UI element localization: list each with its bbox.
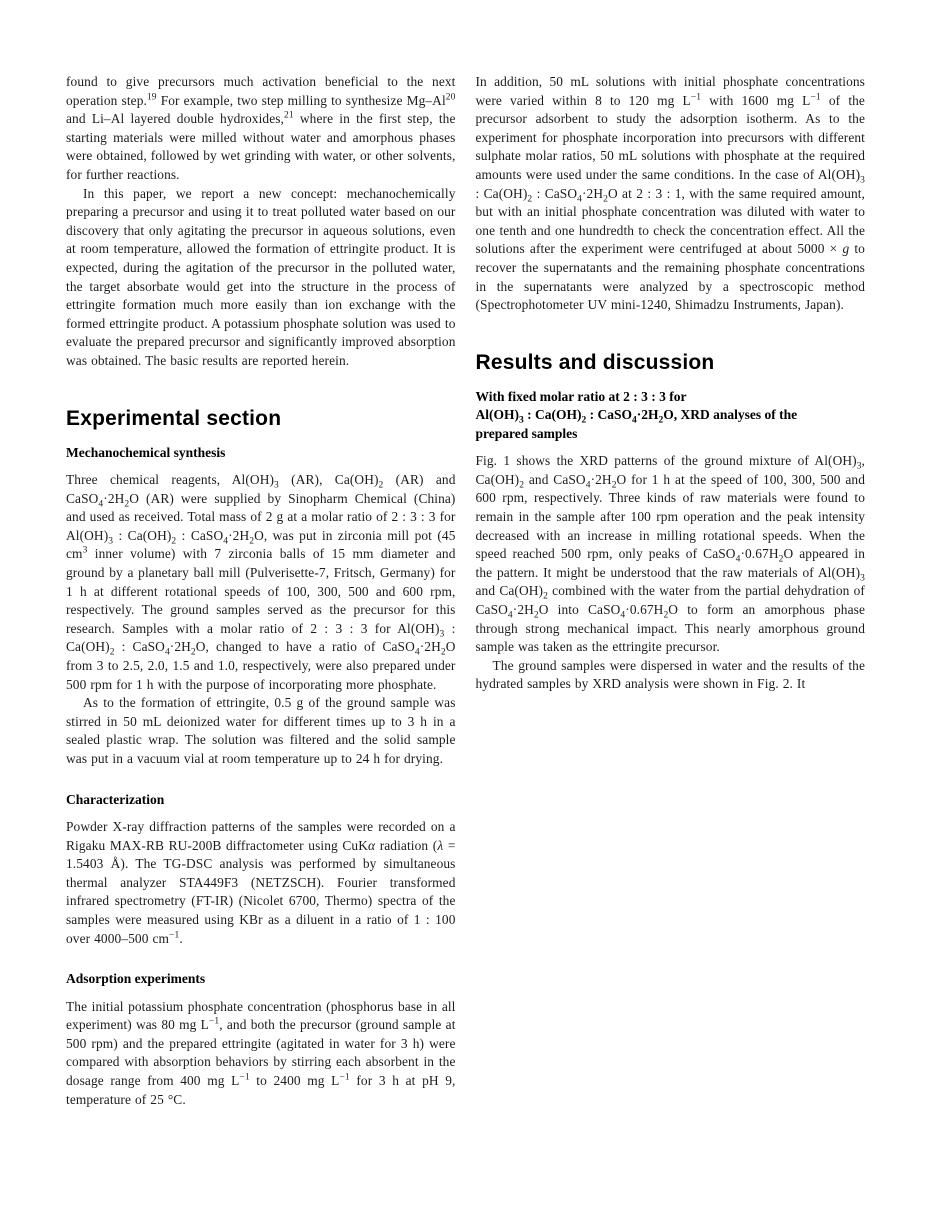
- experimental-section-heading: Experimental section: [66, 406, 282, 430]
- results-discussion-heading: Results and discussion: [475, 350, 715, 374]
- mechanochemical-synthesis-subheading: Mechanochemical synthesis: [66, 444, 226, 460]
- results-paragraph-2: The ground samples were dispersed in water and the results of the hydrated samples by XRD analysis were shown in Fig. 2. It: [475, 657, 865, 692]
- adsorption-paragraph: The initial potassium phosphate concentration (phosphorus base in all experiment) was 80 mg $L^{-1}$, and both the precursor (ground sample at 500 rpm) and the prepared ettringite (agitated in water for 3 h) were compared with absorption behaviors by stirring each absorbent in the dosage range from 400 mg $L^{-1}$ to 2400 mg $L^{-1}$ for 3 h at pH 9, temperature of 25 °C.: [66, 998, 456, 1107]
- characterization-subheading: Characterization: [66, 791, 165, 807]
- results-paragraph-1: Fig. 1 shows the XRD patterns of the ground mixture of $Al(OH)_3$, $Ca(OH)_2$ and $CaSO_4\cdot 2H_2O$ for 1 h at the speed of 100, 300, 500 and 600 rpm, respectively. Three kinds of raw materials were found to remain in the sample after 100 rpm operation and the peak intensity decreased with an increase in milling rotational speeds. When the speed reached 500 rpm, only peaks of $CaSO_4\cdot 0.67H_2O$ appeared in the pattern. It might be understood that the raw materials of $Al(OH)_3$ and $Ca(OH)_2$ combined with the water from the partial dehydration of $CaSO_4\cdot 2H_2O$ into $CaSO_4\cdot 0.67H_2O$ to form an amorphous phase through strong mechanical impact. This nearly amorphous ground sample was taken as the ettringite precursor.: [475, 453, 866, 655]
- mechanochemical-paragraph-2: As to the formation of ettringite, 0.5 g of the ground sample was stirred in 50 mL deionized water for different times up to 3 h in a sealed plastic wrap. The solution was filtered and the solid sample was put in a vacuum vial at room temperature up to 24 h for drying.: [66, 695, 456, 766]
- xrd-subheading-line1: With fixed molar ratio at 2 : 3 : 3 for: [475, 388, 687, 404]
- intro-paragraph-2: In this paper, we report a new concept: mechanochemically preparing a precursor and using it to treat polluted water based on our discovery that only agitating the precursor in aqueous solutions, even at room temperature, allowed the formation of ettringite product. It is expected, during the agitation of the precursor in the polluted water, the target absorbate would get into the structure in the process of ettringite formation much more easily than ion exchange with the formed ettringite product. A potassium phosphate solution was used to evaluate the prepared precursor and significantly improved absorption was obtained. The basic results are reported herein.: [66, 185, 456, 368]
- adsorption-experiments-subheading: Adsorption experiments: [66, 971, 206, 987]
- left-column: [66, 73, 456, 1109]
- two-column-layout: [66, 73, 865, 1109]
- intro-paragraph-continued: found to give precursors much activation beneficial to the next operation step.$^{19}$ For example, two step milling to synthesize Mg–Al$^{20}$ and Li–Al layered double hydroxides,$^{21}$ where in the first step, the starting materials were milled without water and amorphous phases were obtained, followed by wet grinding with water, or other solvents, for further reactions.: [66, 74, 456, 182]
- xrd-subheading-line2: $Al(OH)_3$ : $Ca(OH)_2$ : $CaSO_4\cdot 2H_2O$, XRD analyses of the: [475, 407, 798, 426]
- mechanochemical-paragraph-1: Three chemical reagents, $Al(OH)_3$ (AR), $Ca(OH)_2$ (AR) and $CaSO_4\cdot 2H_2O$ (AR) were supplied by Sinopharm Chemical (China) and used as received. Total mass of 2 g at a molar ratio of 2 : 3 : 3 for $Al(OH)_3$ : $Ca(OH)_2$ : $CaSO_4\cdot 2H_2O$, was put in zirconia mill pot (45 $cm^3$ inner volume) with 7 zirconia balls of 15 mm diameter and ground by a planetary ball mill (Pulverisette-7, Fritsch, Germany) for 1 h at different rotational speeds of 100, 300, 500 and 600 rpm, respectively. The ground samples served as the precursor for this research. Samples with a molar ratio of 2 : 3 : 3 for $Al(OH)_3$ : $Ca(OH)_2$ : $CaSO_4\cdot 2H_2O$, changed to have a ratio of $CaSO_4\cdot 2H_2O$ from 3 to 2.5, 2.0, 1.5 and 1.0, respectively, were also prepared under 500 rpm for 1 h with the purpose of incorporating more phosphate.: [66, 472, 456, 692]
- methods-solutions-paragraph: In addition, 50 mL solutions with initial phosphate concentrations were varied within 8 to 120 mg $L^{-1}$ with 1600 mg $L^{-1}$ of the precursor adsorbent to study the adsorption isotherm. As to the experiment for phosphate incorporation into precursors with different sulphate molar ratios, 50 mL solutions with phosphate at the required amounts were used under the same conditions. In the case of $Al(OH)_3$ : $Ca(OH)_2$ : $CaSO_4\cdot 2H_2O$ at 2 : 3 : 1, with the same required amount, but with an initial phosphate concentration was diluted with water to one tenth and one hundredth to check the concentration effect. All the solutions after the experiment were centrifuged at about 5000 × g to recover the supernatants and the remaining phosphate concentrations in the supernatants were analyzed by a spectroscopic method (Spectrophotometer UV mini-1240, Shimadzu Instruments, Japan).: [475, 74, 866, 313]
- right-column: [476, 73, 866, 694]
- xrd-subheading-line3: prepared samples: [475, 425, 578, 441]
- xrd-analyses-subheading: [476, 388, 866, 444]
- characterization-paragraph: Powder X-ray diffraction patterns of the samples were recorded on a Rigaku MAX-RB RU-200B diffractometer using CuKα radiation (λ = 1.5403 Å). The TG-DSC analysis was performed by simultaneous thermal analyzer STA449F3 (NETZSCH). Fourier transformed infrared spectrometry (FT-IR) (Nicolet 6700, Thermo) spectra of the samples were measured using KBr as a diluent in a ratio of 1 : 100 over 4000–500 $cm^{-1}$.: [66, 819, 456, 946]
